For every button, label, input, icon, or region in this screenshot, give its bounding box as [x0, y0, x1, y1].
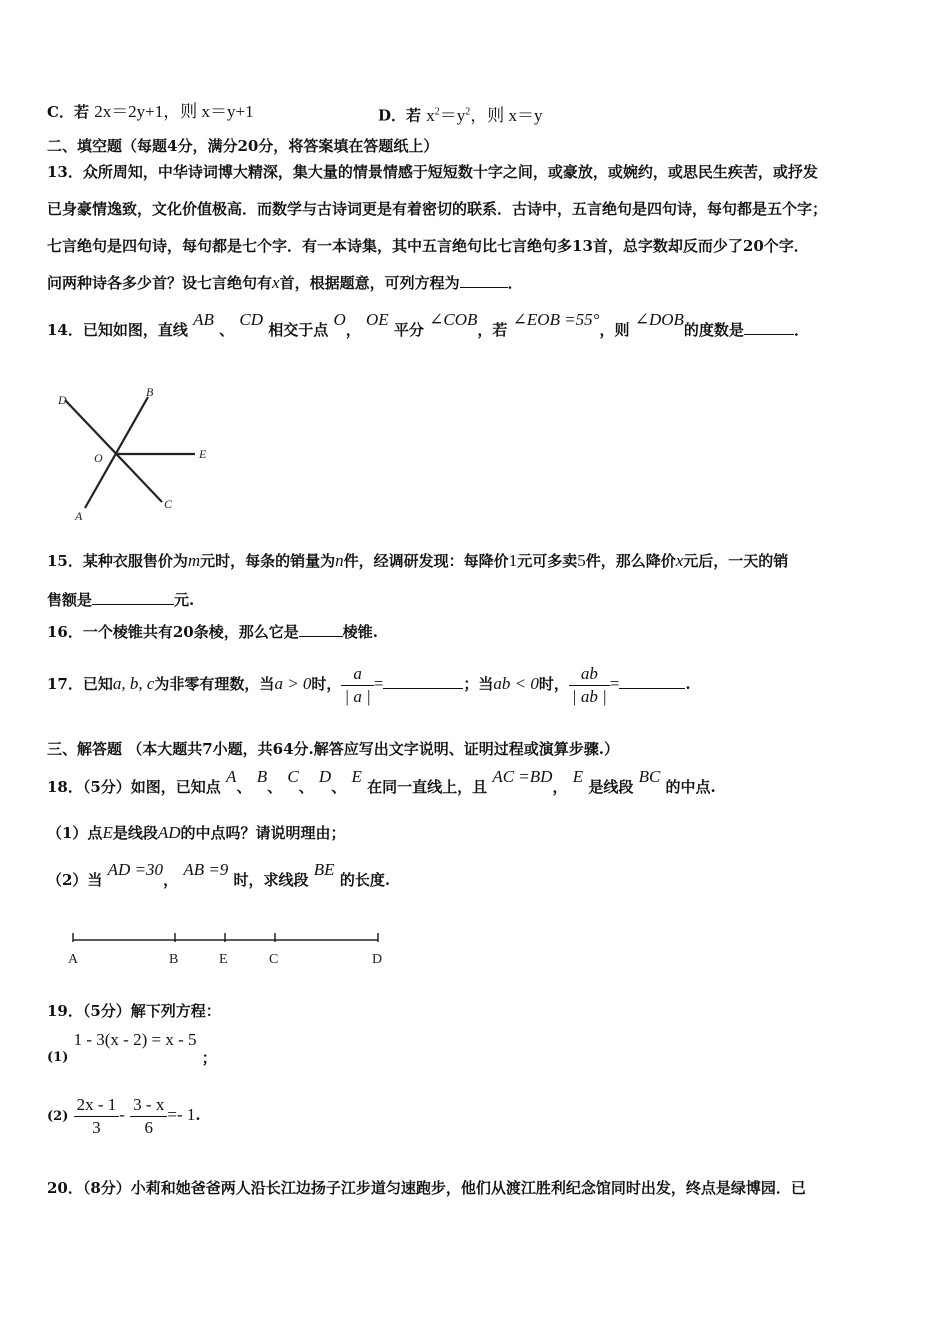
q14-text: 14．已知如图，直线 AB 、 CD 相交于点 O， OE 平分 ∠COB，若 ∠EOB =55°，则 ∠DOB的度数是 ． [47, 310, 809, 339]
q17-text: 17．已知a, b, c为非零有理数，当a > 0时， $\frac{a}{| a |}$ = ；当ab < 0时， $\frac{ab}{| ab |}$ = . [47, 663, 691, 706]
label-d: D [58, 393, 67, 407]
label-a: A [75, 509, 83, 523]
q17-fraction-2: $\frac{ab}{| ab |}$ [569, 663, 610, 708]
section3-heading: 三、解答题 （本大题共7小题，共64分.解答应写出文字说明、证明过程或演算步骤.） [47, 740, 619, 758]
q18-figure [60, 925, 400, 975]
q13-line1: 13．众所周知，中华诗词博大精深，集大量的情景情感于短短数十字之间，或豪放，或婉约，或思民生疾苦，或抒发 [47, 163, 818, 181]
q19-eq1: (1) 1 - 3(x - 2) = x - 5 ； [47, 1030, 217, 1067]
seg-label-c: C [269, 952, 279, 967]
q19-title: 19．（5分）解下列方程： [47, 1002, 221, 1020]
q19-fraction-2: $\frac{3 - x}{6}$ [130, 1094, 167, 1139]
line-dc [65, 400, 162, 502]
q15-answer-blank[interactable] [92, 590, 174, 605]
q18-text: 18．（5分）如图，已知点 A、 B、 C、 D、 E 在同一直线上，且 AC =BD， E 是线段 BC 的中点. [47, 767, 716, 796]
label-e: E [199, 447, 207, 461]
q19-fraction-1: $\frac{2x - 1}{3}$ [74, 1094, 120, 1139]
q14-figure [50, 380, 220, 530]
label-c: C [164, 497, 173, 511]
q15-line1: 15．某种衣服售价为m元时，每条的销量为n件，经调研发现：每降价1元可多卖5件，那么降价x元后，一天的销 [47, 551, 789, 570]
q17-answer-blank-1[interactable] [383, 674, 463, 689]
q13-answer-blank[interactable] [460, 273, 508, 288]
q20-text: 20．（8分）小莉和她爸爸两人沿长江边扬子江步道匀速跑步，他们从渡江胜利纪念馆同时出发，终点是绿博园．已 [47, 1179, 806, 1197]
seg-label-e: E [219, 952, 228, 967]
q19-eq2: (2) $\frac{2x - 1}{3}$ - $\frac{3 - x}{6}$ =- 1. [47, 1094, 201, 1137]
option-c: C．若 2x＝2y+1，则 x＝y+1 [47, 102, 254, 121]
q18-sub1: （1）点E是线段AD的中点吗？请说明理由； [47, 823, 346, 842]
q16-text: 16．一个棱锥共有20条棱，那么它是 棱锥. [47, 623, 378, 641]
q13-line4: 问两种诗各多少首？设七言绝句有x首，根据题意，可列方程为 ． [47, 273, 523, 292]
label-o: O [94, 451, 103, 465]
q17-answer-blank-2[interactable] [619, 674, 685, 689]
seg-label-a: A [68, 952, 79, 967]
q18-sub2: （2）当 AD =30， AB =9 时，求线段 BE 的长度. [47, 860, 391, 889]
q16-answer-blank[interactable] [299, 622, 343, 637]
q14-answer-blank[interactable] [744, 320, 794, 335]
seg-label-d: D [372, 952, 383, 967]
section2-heading: 二、填空题（每题4分，满分20分，将答案填在答题纸上） [47, 137, 439, 155]
option-c-expr: 2x＝2y+1，则 x＝y+1 [94, 102, 254, 121]
q17-fraction-1: $\frac{a}{| a |}$ [341, 663, 373, 708]
option-d: D．若 $x^2=y^2$，则 x＝y [378, 105, 543, 125]
q15-line2: 售额是 元. [47, 591, 195, 609]
q13-line2: 已身豪情逸致，文化价值极高．而数学与古诗词更是有着密切的联系．古诗中，五言绝句是四句诗，每句都是五个字； [47, 200, 828, 218]
label-b: B [146, 385, 154, 399]
seg-label-b: B [169, 952, 179, 967]
q13-line3: 七言绝句是四句诗，每句都是七个字．有一本诗集，其中五言绝句比七言绝句多13首，总字数却反而少了20个字． [47, 237, 809, 255]
